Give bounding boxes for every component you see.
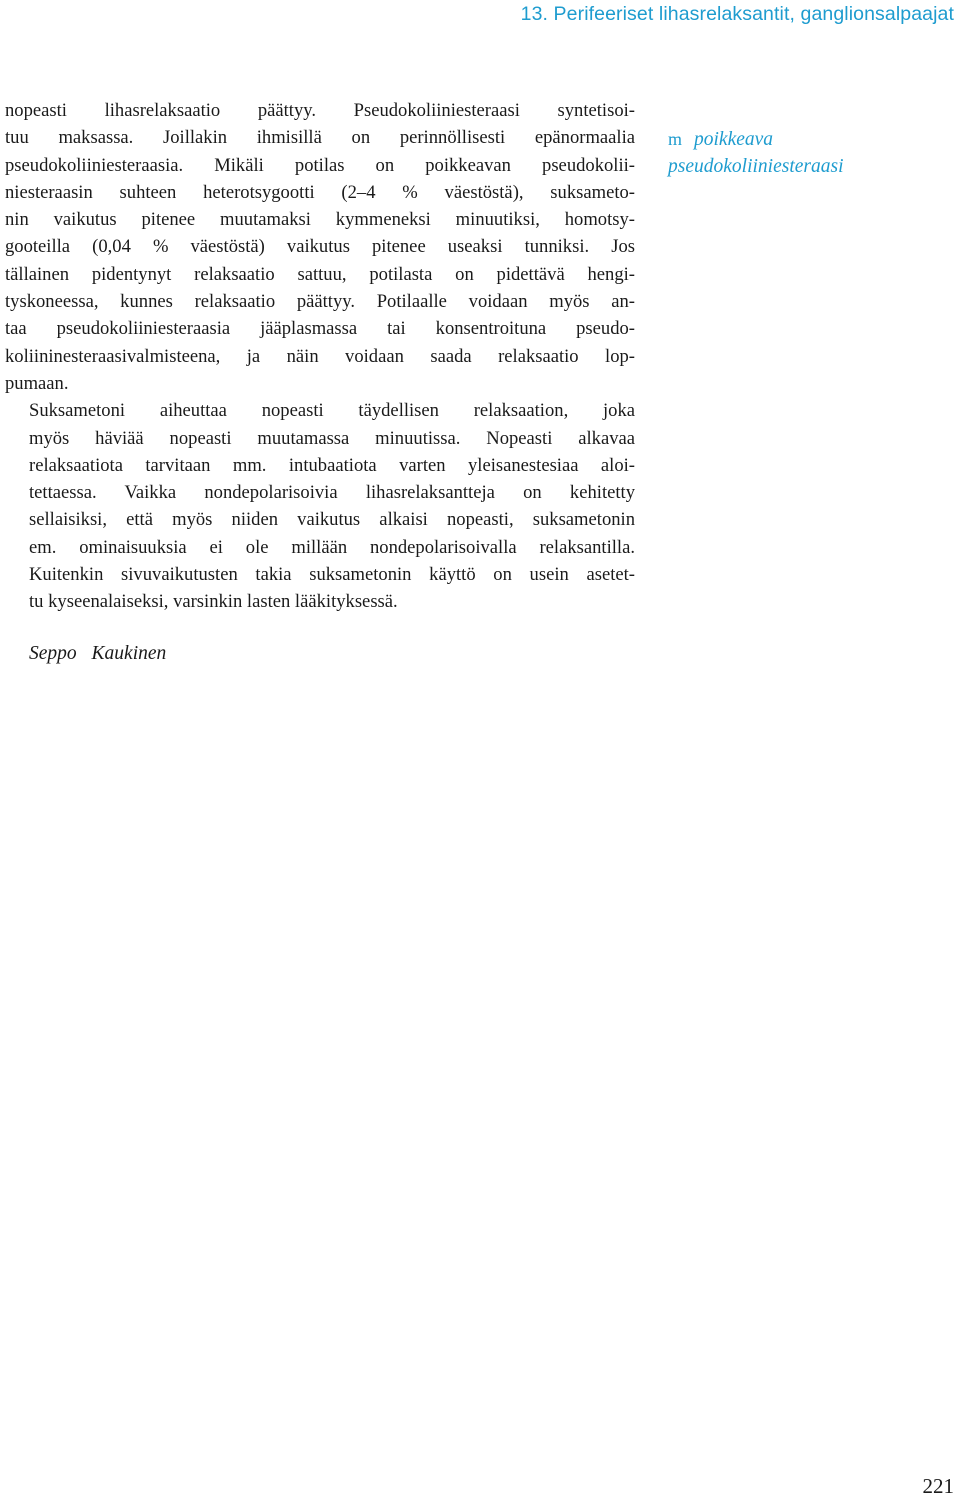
main-text-column	[5, 97, 635, 616]
text-line: niesteraasin suhteen heterotsygootti (2–4 % väestöstä), suksameto-	[5, 181, 635, 203]
text-line: sellaisiksi, että myös niiden vaikutus alkaisi nopeasti, suksametonin	[29, 509, 635, 531]
text-line: gooteilla (0,04 % väestöstä) vaikutus pitenee useaksi tunniksi. Jos	[5, 236, 635, 258]
margin-bullet-icon: m	[668, 129, 683, 149]
text-line: koliininesteraasivalmisteena, ja näin voidaan saada relaksaatio lop-	[5, 345, 635, 367]
text-line: tyskoneessa, kunnes relaksaatio päättyy. Potilaalle voidaan myös an-	[5, 291, 635, 313]
text-line: relaksaatiota tarvitaan mm. intubaatiota varten yleisanestesiaa aloi-	[29, 454, 635, 476]
body-paragraph-2	[5, 397, 635, 615]
text-line: pumaan.	[5, 372, 69, 394]
text-line: myös häviää nopeasti muutamassa minuutissa. Nopeasti alkavaa	[29, 427, 635, 449]
text-line: Suksametoni aiheuttaa nopeasti täydellisen relaksaation, joka	[29, 400, 635, 422]
text-line: tuu maksassa. Joillakin ihmisillä on perinnöllisesti epänormaalia	[5, 127, 635, 149]
author-signature: Seppo Kaukinen	[29, 643, 167, 664]
text-line: tällainen pidentynyt relaksaatio sattuu, potilasta on pidettävä hengi-	[5, 263, 635, 285]
text-line: Kuitenkin sivuvaikutusten takia suksametonin käyttö on usein asetet-	[29, 564, 635, 586]
text-line: em. ominaisuuksia ei ole millään nondepolarisoivalla relaksantilla.	[29, 536, 635, 558]
margin-note-term-2: pseudokoliiniesteraasi	[668, 156, 844, 177]
text-line: tu kyseenalaiseksi, varsinkin lasten lääkityksessä.	[29, 591, 398, 613]
text-line: nin vaikutus pitenee muutamaksi kymmeneksi minuutiksi, homotsy-	[5, 209, 635, 231]
text-line: taa pseudokoliiniesteraasia jääplasmassa tai konsentroituna pseudo-	[5, 318, 635, 340]
page-number: 221	[922, 1474, 954, 1498]
text-line: nopeasti lihasrelaksaatio päättyy. Pseudokoliiniesteraasi syntetisoi-	[5, 100, 635, 121]
text-line: pseudokoliiniesteraasia. Mikäli potilas on poikkeavan pseudokolii-	[5, 154, 635, 176]
body-paragraph-1	[5, 97, 635, 397]
running-header-title: 13. Perifeeriset lihasrelaksantit, ganglionsalpaajat	[520, 3, 954, 25]
text-line: tettaessa. Vaikka nondepolarisoivia lihasrelaksantteja on kehitetty	[29, 482, 635, 504]
margin-note-line-1	[668, 126, 953, 153]
margin-note-term-1: poikkeava	[694, 129, 774, 150]
margin-keyword-note	[668, 126, 953, 180]
